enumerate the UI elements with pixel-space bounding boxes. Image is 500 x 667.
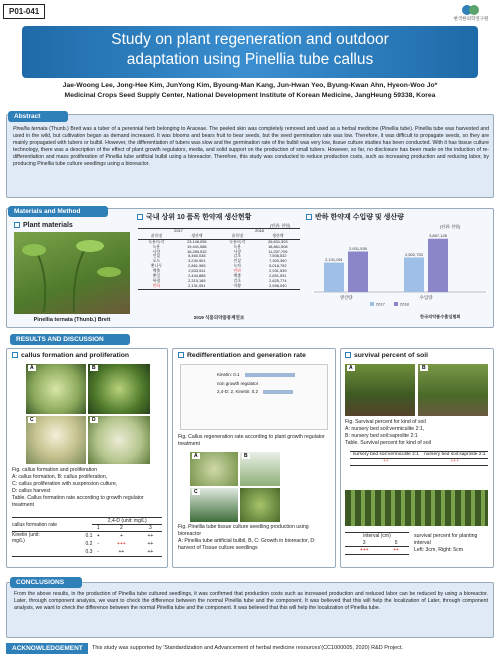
bar xyxy=(404,257,424,292)
survival-cell: +++ xyxy=(450,459,459,465)
bar xyxy=(324,263,344,292)
interval-cell: +++ xyxy=(359,547,369,553)
rate-cell: - xyxy=(97,540,100,547)
production-cell: 16,285,532 xyxy=(187,248,207,254)
chart-title: 반하 한약재 수입량 및 생산량 xyxy=(315,214,404,221)
abstract-label: Abstract xyxy=(8,111,68,122)
panel1-fig-line: D: callus harvest xyxy=(12,488,51,495)
checkbox-bullet-icon xyxy=(14,222,20,228)
interval-cell: ++ xyxy=(393,547,400,553)
production-cell: 녹차 xyxy=(233,263,242,269)
table1-source: 2019 식품의약품통계연보 xyxy=(193,315,245,320)
panel1-fig-caption: Fig. callus formation and proliferation xyxy=(12,467,98,473)
panel3-fig-line: A: nursery bed soil:vermiculite 2:1, xyxy=(345,426,425,433)
checkbox-bullet-icon xyxy=(306,214,312,220)
production-cell: 사향 xyxy=(233,248,242,254)
rate-cell: + xyxy=(96,533,100,540)
col-header: nursery bed soil:vermiculite 2:1 xyxy=(352,452,419,457)
production-cell: 11,257,709 xyxy=(268,248,288,254)
photo-label: B xyxy=(422,365,426,371)
panel1-fig-line: A: callus formation, B: callus proliferation, xyxy=(12,474,108,481)
panel1-title: callus formation and proliferation xyxy=(21,352,130,359)
row-header: Kinetin (unit: mg/L) 0.1 0.2 0.3 xyxy=(12,532,93,555)
logo-text: 한국한의학연구원 xyxy=(453,16,489,21)
panel3-caption xyxy=(345,419,491,447)
category-label: 수입량 xyxy=(419,295,433,300)
photo-label: C xyxy=(194,489,198,495)
production-cell: 2,596,040 xyxy=(269,282,287,288)
bar-value-label: 2,502,753 xyxy=(405,251,423,257)
chart-heading xyxy=(306,212,404,222)
panel2-fig-line: A: Pinellia tube artificial bulbil, B, C: Growth in bioreactor, D: harvest of Tissue culture seedlings xyxy=(178,538,316,552)
production-cell: 2,533,511 xyxy=(188,268,206,273)
interval-header: interval (cm) xyxy=(363,533,391,539)
production-row xyxy=(138,284,300,289)
abstract-text xyxy=(13,126,489,168)
kinetin-value: 0.3 xyxy=(85,549,93,555)
table1-title: 국내 상위 10 품목 한약재 생산현황 xyxy=(146,214,252,221)
kinetin-value: 0.1 xyxy=(85,533,93,539)
photo-label: B xyxy=(244,453,248,459)
panel1-table-caption: Table. Callus formation rate according to growth regulator treatment xyxy=(12,495,144,509)
chart-unit: (단위: 천원) xyxy=(440,224,461,229)
plant-photo xyxy=(14,232,130,314)
panel2-caption xyxy=(178,524,330,552)
production-cell: 녹용 xyxy=(233,243,242,249)
bar-value-label: 2,931,539 xyxy=(349,246,367,252)
kinetin-value: 0.2 xyxy=(85,541,93,547)
poster-id: P01-041 xyxy=(3,4,45,19)
col-header: 품목명 xyxy=(150,232,162,238)
production-cell: 7,508,532 xyxy=(269,253,287,259)
callus-photo-d xyxy=(88,416,150,464)
col-header: 생산액 xyxy=(191,232,203,238)
production-cell: 18,861,508 xyxy=(268,243,288,249)
regeneration-legend xyxy=(217,371,295,397)
table1-heading xyxy=(137,212,251,222)
production-cell: 백출 xyxy=(233,272,242,278)
panel3-table-caption: Table. Survival percent for kind of soil xyxy=(345,440,431,447)
production-cell: 2,625,774 xyxy=(269,277,287,283)
panel2-heading xyxy=(178,352,306,359)
materials-label: Materials and Method xyxy=(8,206,108,217)
abstract-species: Pinellia ternata xyxy=(13,126,48,132)
year-header: 2017 xyxy=(174,228,183,233)
production-cell: 2,861,965 xyxy=(188,263,206,269)
photo-label: A xyxy=(30,365,34,371)
col-header: 5 xyxy=(394,539,398,546)
production-cell: 포도 xyxy=(152,258,161,264)
title-line-2: adaptation using Pinellia tube callus xyxy=(126,51,374,68)
photo-label: A xyxy=(194,453,198,459)
checkbox-bullet-icon xyxy=(137,214,143,220)
affiliation: Medicinal Crops Seed Supply Center, National Development Institute of Korean Medicine, JangHeung 59338, Korea xyxy=(64,92,436,99)
category-label: 생산량 xyxy=(339,295,353,300)
rate-cell: +++ xyxy=(117,540,126,547)
production-cell: 마황 xyxy=(233,282,242,288)
title-banner xyxy=(22,26,478,78)
col-header: 2 xyxy=(120,525,123,531)
panel3-fig-caption: Fig. Survival percent for kind of soil xyxy=(345,419,426,425)
table1-unit: (단위: 천원) xyxy=(270,223,291,228)
bar xyxy=(348,252,368,292)
rate-cell: - xyxy=(97,548,100,555)
production-cell: 감초 xyxy=(233,253,242,259)
photo-label: D xyxy=(92,417,96,423)
photo-label: A xyxy=(349,365,353,371)
legend-bar xyxy=(263,390,293,394)
panel2-fig-caption: Fig. Pinellia tube tissue culture seedling production using bioreactor xyxy=(178,524,309,538)
plant-materials-heading xyxy=(14,222,73,229)
production-cell: 2,691,531 xyxy=(269,272,287,278)
production-cell: 사향 xyxy=(152,248,161,254)
panel1-heading xyxy=(12,352,129,359)
conclusions-label: CONCLUSIONS xyxy=(10,577,82,588)
col-header: 3 xyxy=(362,539,366,546)
plant-materials-label: Plant materials xyxy=(23,222,73,229)
legend-label: 2018 xyxy=(400,301,409,307)
bar xyxy=(428,239,448,292)
bar-value-label: 3,857,128 xyxy=(429,233,447,239)
production-table-body xyxy=(138,239,300,289)
photo-label: C xyxy=(30,417,34,423)
production-cell: 5,018,792 xyxy=(269,263,287,269)
production-cell: 2,444,888 xyxy=(188,272,206,278)
title-line-1: Study on plant regeneration and outdoor xyxy=(111,31,389,48)
soil-photo-a xyxy=(345,364,415,416)
production-cell: 26,631,303 xyxy=(268,238,288,244)
checkbox-bullet-icon xyxy=(178,352,184,358)
soil-photo-b xyxy=(418,364,488,416)
rate-cell: ++ xyxy=(118,548,125,555)
legend-item: 2,4-D: 2, Kinetin: 0.2 xyxy=(217,388,295,397)
photo-label: B xyxy=(92,365,96,371)
callus-photo-a xyxy=(26,364,86,414)
checkbox-bullet-icon xyxy=(345,352,351,358)
year-header: 2018 xyxy=(255,228,264,233)
production-cell: 2,315,165 xyxy=(188,277,206,283)
rate-cell: ++ xyxy=(147,540,154,547)
production-cell: 19,441,586 xyxy=(187,243,207,249)
abstract-body: (Thunb.) Breit was a tuber of a perennial herb belonging to Araceae. The peeled skin was completely removed and used as a herbal medicine (Pinellia tube). Pinellia tube was harvested and used in the wild, but cultivation began as demand increased. It was blooms and bears fruit to bear seeds, but the seed germination rate was low. Therefore, it was difficult to propagate seeds, so they are mainly propagated with tubers or bulbil. However, the differentiation of tubers was slow and the germination rate of the bulbil was very low, tissue culture studies has been conducted. With it has tissue culture technology, there was a description of the effect of plant growth regulators, media, and solid support on the production of small tubers. However, so far, no disclosure has been made on the induction of re-differentiation and mass proliferation of Pinellia tube artificial bulbil using a bioreactor. Therefore, this study was conducted to reduce production costs, such as increasing production and reducing labor, by producing Pinellia tube culture seedlings using a bioreactor. xyxy=(13,126,489,168)
production-cell: 백출 xyxy=(152,268,161,273)
plant-caption: Pinellia ternata (Thunb.) Breit xyxy=(33,317,111,323)
legend-bar xyxy=(245,373,295,377)
col-header: 1 xyxy=(96,525,100,531)
bioreactor-photo-a xyxy=(190,452,238,486)
panel3-heading xyxy=(345,352,428,359)
survival-cell: ++ xyxy=(382,459,389,465)
bioreactor-photo-b xyxy=(240,452,280,486)
callus-photo-c xyxy=(26,416,86,464)
production-cell: 뽕잎 xyxy=(152,272,161,278)
legend-label: 2017 xyxy=(376,301,385,307)
production-cell: 반하 xyxy=(233,268,242,273)
callus-rate-table xyxy=(12,517,162,557)
interval-title: survival percent for planting interval xyxy=(414,533,478,547)
panel1-fig-line: C: callus proliferation with suspension culture, xyxy=(12,481,118,488)
authors: Jae-Woong Lee, Jong-Hee Kim, JunYong Kim, Byoung-Man Kang, Jun-Hwan Yeo, Byung-Kwan Ahn, Hyeon-Woo Jo* xyxy=(62,82,438,89)
panel1-caption xyxy=(12,467,164,509)
bar-value-label: 2,131,051 xyxy=(325,257,343,263)
col-header: 생산액 xyxy=(272,232,284,238)
panel2-chart-caption: Fig. Callus regeneration rate according to plant growth regulator treatment xyxy=(178,434,325,448)
production-cell: 2,131,051 xyxy=(188,282,206,288)
production-cell: 인삼 xyxy=(233,258,242,264)
import-production-chart xyxy=(310,230,490,310)
legend-item: Kinetin: 0.1 xyxy=(217,371,295,380)
rate-cell: ++ xyxy=(147,533,154,540)
ack-text: This study was supported by 'Standardization and Advancement of herbal medicine resources'(CC1000005, 2020) R&D Project. xyxy=(92,645,403,651)
production-cell: 7,300,390 xyxy=(269,258,287,264)
production-cell: 감초 xyxy=(233,277,242,283)
chart-source: 한국의약품수출입협회 xyxy=(420,314,461,319)
logo-mark-icon xyxy=(461,4,481,16)
production-cell: 23,146,055 xyxy=(187,238,207,244)
results-label: RESULTS AND DISCUSSION xyxy=(10,334,130,345)
regeneration-chart xyxy=(180,364,328,430)
bioreactor-photo-c xyxy=(190,488,238,522)
production-cell: 복령 xyxy=(152,277,161,283)
soil-survival-table xyxy=(350,451,488,466)
interval-note xyxy=(414,533,492,554)
production-cell: 2,931,539 xyxy=(269,268,287,273)
production-cell: 3,240,901 xyxy=(188,258,206,264)
production-cell: 녹용/녹각 xyxy=(229,238,246,244)
legend-swatch xyxy=(370,302,374,306)
table-corner: callus formation rate xyxy=(12,518,92,532)
panel3-title: survival percent of soil xyxy=(354,352,429,359)
production-cell: 녹용/녹각 xyxy=(148,238,165,244)
callus-photo-b xyxy=(88,364,150,414)
bioreactor-photo-d xyxy=(240,488,280,522)
production-cell: 인삼 xyxy=(152,253,161,259)
production-cell: 5,460,038 xyxy=(188,253,206,259)
legend-swatch xyxy=(394,302,398,306)
interval-sub: Left: 3cm, Right: 5cm xyxy=(414,547,464,554)
tray-photo xyxy=(345,490,488,526)
production-cell: 반하 xyxy=(152,282,161,288)
panel2-title: Redifferentiation and generation rate xyxy=(187,352,306,359)
institute-logo xyxy=(445,4,497,26)
col-header: 품목명 xyxy=(231,232,243,238)
conclusions-text: From the above results, in the production of Pinellia tube cultured seedlings, it was confirmed that production costs such as increased production and reduced labor can be reduced by using a bioreactor. Later, through component analysis, we want to check the difference between the normal Pinellia tube and the component. It was believed that this will help the localization of Later, through component analysis, we want to check the difference between the normal Pinellia tube and the component. It was believed that this will help the localization of Pinellia tube. xyxy=(14,591,488,612)
plant-leaves-icon xyxy=(14,232,130,314)
col-header: nursery bed soil:saprolite 2:1 xyxy=(424,452,486,457)
ack-label: ACKNOWLEDGEMENT xyxy=(6,643,88,654)
rate-cell: ++ xyxy=(147,548,154,555)
production-table xyxy=(138,228,300,290)
rate-cell: + xyxy=(119,533,123,540)
production-cell: 녹용 xyxy=(152,243,161,249)
interval-table xyxy=(345,532,409,555)
legend-item: non growth regulator xyxy=(217,380,259,386)
production-cell: 뽕나무 xyxy=(150,263,162,269)
checkbox-bullet-icon xyxy=(12,352,18,358)
group-header: 2,4-D (unit: mg/L) xyxy=(92,518,162,525)
col-header: 3 xyxy=(149,525,152,531)
panel3-fig-line: B: nursery bed soil:saprolite 2:1 xyxy=(345,433,418,440)
